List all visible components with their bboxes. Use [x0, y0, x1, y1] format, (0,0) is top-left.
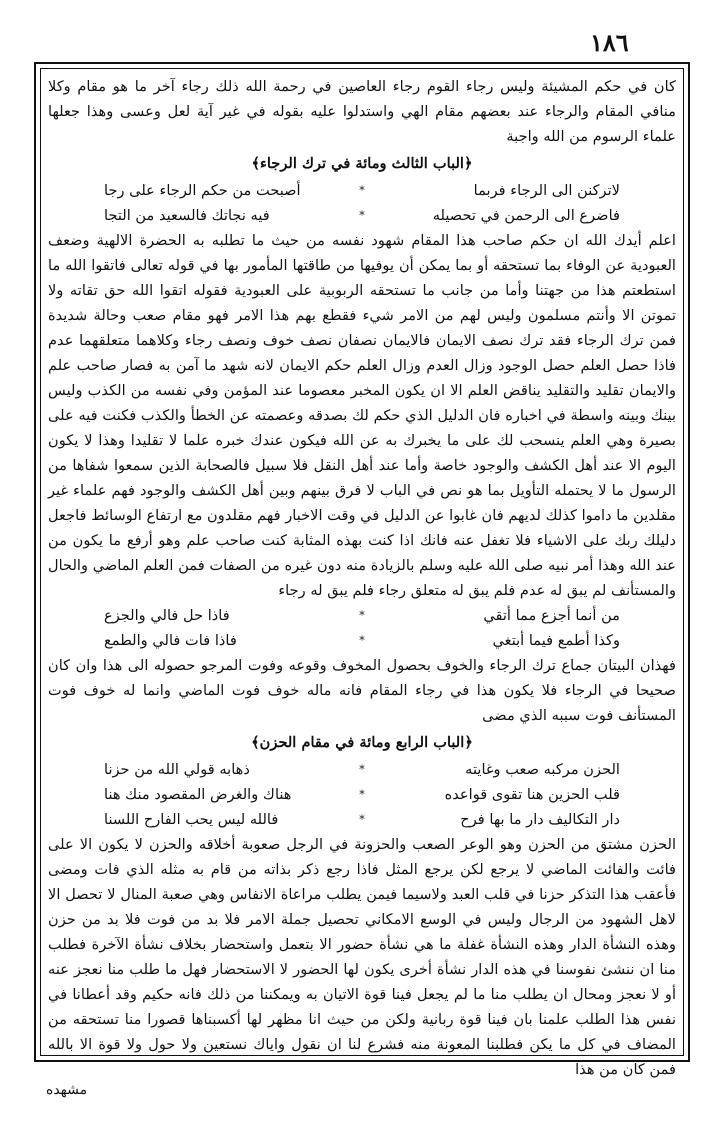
poem-verse: دار التكاليف دار ما بها فرح * فالله ليس يحب الفارح اللسنا [104, 811, 620, 828]
body-paragraph: اعلم أيدك الله ان حكم صاحب هذا المقام شهود نفسه من حيث ما تطلبه به الحضرة الالهية وضعف العبودية عن الوفاء بما تستحقه أو بما يمكن أن يوفيها من طاقتها المأمور بها في قوله تعالى فاتقوا الله ما استطعتم هذا من جهتنا وأما من جانب ما تستحقه الربوبية على العبودية فقوله اتقوا الله حق تقاته ولا تموتن الا وأنتم مسلمون وليس لهم من الامر شيء فقطع بهم هذا الامر فهو مقام صعب وحالة شديدة فمن ترك الرجاء فقد ترك نصف الايمان فالايمان نصفان نصف خوف ونصف رجاء وكلاهما متعلقهما عدم فاذا حصل العلم حصل الوجود وزال العدم وزال العلم حكم الايمان لانه شهد ما آمن به فصار صاحب علم والايمان تقليد والتقليد يناقض العلم الا ان يكون المخبر معصوما عند المؤمن وفي نفسه من الكذب وليس بينك وبينه واسطة في اخباره فان الدليل الذي حكم لك بصدقه وعصمته عن الخطأ والكذب فكنت فيه على بصيرة وهي العلم ينسحب لك على ما يخبرك به عن الله فيكون عندك خبره علما لا تقليدا وهذا لا يكون اليوم الا عند أهل الكشف والوجود خاصة وأما عند أهل النقل فلا سبيل فالصحابة الذين سمعوا شفاها من الرسول ما لا يحتمله التأويل بما هو نص في الباب لا فرق بينهم وبين أهل الكشف والوجود فهم علماء غير مقلدين ما داموا كذلك لديهم فان غابوا عن الدليل في وقت الاخبار فهم مقلدون مع ارتفاع الوسائط فاجعل دليلك ربك على الاشياء فلا تغفل عنه فانك اذا كنت بهذه المثابة كنت صاحب علم وهو أرفع ما يكون من عند الله وهذا أمر نبيه صلى الله عليه وسلم بالزيادة منه دون غيره من الصفات فمن العلم الماضي والحال والمستأنف لم يبق له عدم فلم يبق له متعلق رجاء فلم يبق له رجاء [48, 232, 676, 599]
poem-verse: الحزن مركبه صعب وغايته * ذهابه قولي الله من حزنا [104, 761, 620, 778]
chapter-heading-104: ﴿الباب الرابع ومائة في مقام الحزن﴾ [251, 734, 473, 751]
intro-paragraph: كان في حكم المشيئة وليس رجاء القوم رجاء العاصين في رحمة الله ذلك رجاء آخر ما هو مقام وكلا منافي المقام والرجاء عند بعضهم مقام الهي واستدلوا عليه بقوله في غير آية لعل وعسى وهذا جعلها علماء الرسوم من الله واجبة [48, 78, 676, 145]
catchword: مشهده [46, 1082, 88, 1098]
poem-verse: من أنما أجزع مما أتقي * فاذا حل فالي والجزع [104, 607, 620, 624]
page-content [48, 74, 676, 1078]
poem-verse: لاتركنن الى الرجاء فربما * أصبحت من حكم الرجاء على رجا [104, 182, 620, 199]
chapter-heading-103: ﴿الباب الثالث ومائة في ترك الرجاء﴾ [251, 155, 473, 172]
page-number: ١٨٦ [590, 28, 629, 57]
body-paragraph: الحزن مشتق من الحزن وهو الوعر الصعب والحزونة في الرجل صعوبة أخلاقه والحزن لا يكون الا على فائت والفائت الماضي لا يرجع لكن يرجع المثل فاذا رجع ذكر بذاته من قام به مثله الذي فات ومضى فأعقب هذا التذكر حزنا في قلب العبد ولاسيما فيمن يطلب مراعاة الانفاس وهي صعبة المنال لا تحصل الا لاهل الشهود من الرجال وليس في الوسع الامكاني تحصيل جملة الامر فلا بد من فوت فلا بد من حزن وهذه النشأة الدار وهذه النشأة غفلة ما هي نشأة حضور الا بتعمل واستحضار بخلاف نشأة الآخرة فطلب منا ان ننشئ نفوسنا في هذه الدار نشأة أخرى يكون لها الحضور لا الاستحضار فهل ما طلب منا نعجز عنه أو لا نعجز ومحال ان يطلب منا ما لم يجعل فينا قوة الاتيان به ويمكننا من ذلك فانه حكيم وقد أعطانا في نفس هذا الطلب علمنا بان فينا قوة ربانية ولكن من حيث انا مظهر لها أكسبناها قصورا منا تستحقه من المضاف في كل ما يكن فطلبنا المعونة منه فشرع لنا ان نقول واياك نستعين ولا حول ولا قوة الا بالله فمن كان من هذا [48, 836, 676, 1078]
poem-verse: وكذا أطمع فيما أبتغي * فاذا فات فالي والطمع [104, 632, 620, 649]
poem-verse: قلب الحزين هنا تقوى قواعده * هناك والغرض المقصود منك هنا [104, 786, 620, 803]
body-paragraph: فهذان البيتان جماع ترك الرجاء والخوف بحصول المخوف وقوعه وفوت المرجو حصوله الى هذا وان كان صحيحا في الرجاء فلا يكون هذا في رجاء المقام فانه ماله خوف فوت الماضي وانما له خوف فوت المستأنف فوت سببه الذي مضى [48, 657, 676, 724]
poem-verse: فاضرع الى الرحمن في تحصيله * فيه نجاتك فالسعيد من التجا [104, 207, 620, 224]
